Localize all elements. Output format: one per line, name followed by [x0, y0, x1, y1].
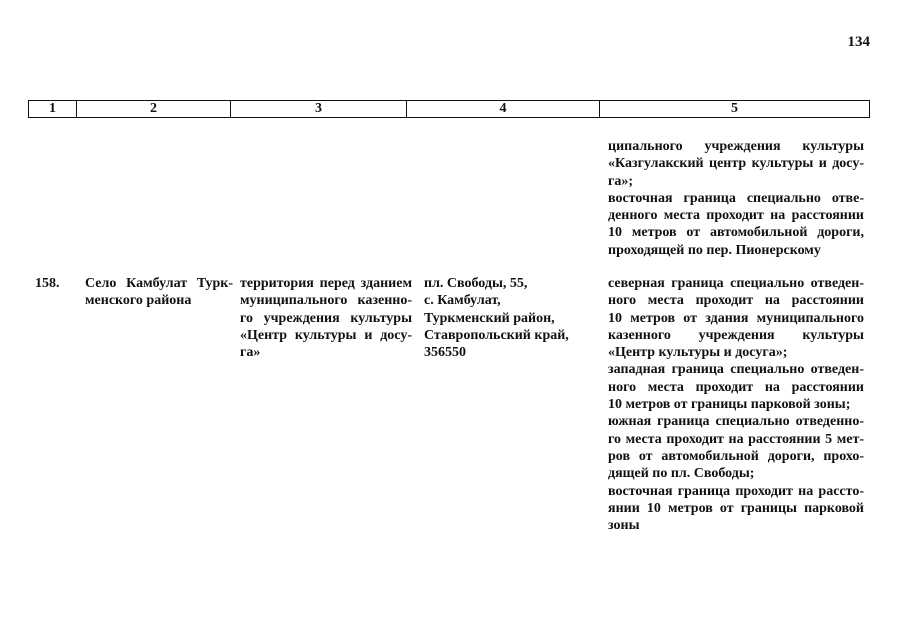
text-line: Ставропольский край, [424, 327, 569, 343]
page-number: 134 [847, 34, 870, 50]
text-line: пл. Свободы, 55, [424, 276, 528, 291]
row-number: 158. [35, 276, 60, 291]
text-line: «Центр культуры и досу- [240, 327, 412, 343]
settlement-name [85, 275, 233, 310]
column-header-2: 2 [77, 101, 231, 117]
text-line: ного места проходит на расстоянии [608, 293, 864, 309]
text-line: го места проходит на расстоянии 5 мет- [608, 431, 864, 447]
text-line: Туркменский район, [424, 310, 555, 326]
column-header-3: 3 [231, 101, 407, 117]
column-header-1: 1 [29, 101, 77, 117]
text-line: муниципального казенно- [240, 293, 412, 309]
text-line: 356550 [424, 345, 466, 361]
text-line: «Казгулакский центр культуры и досу- [608, 156, 864, 172]
text-line: южная граница специально отведенно- [608, 414, 864, 430]
text-line: восточная граница специально отве- [608, 190, 864, 206]
text-line: янии 10 метров от границы парковой [608, 500, 864, 516]
text-line: 10 метров от здания муниципального [608, 310, 864, 326]
address [424, 275, 594, 361]
text-line: го учреждения культуры [240, 310, 412, 326]
text-line: восточная граница проходит на рассто- [608, 483, 864, 499]
continued-boundary-description [608, 138, 864, 259]
text-line: га»; [608, 173, 634, 189]
text-line: дящей по пл. Свободы; [608, 466, 755, 482]
text-line: «Центр культуры и досуга»; [608, 345, 788, 361]
text-line: западная граница специально отведен- [608, 362, 864, 378]
text-line: 10 метров от границы парковой зоны; [608, 397, 851, 413]
text-line: территория перед зданием [240, 276, 412, 291]
column-header-4: 4 [407, 101, 600, 117]
text-line: северная граница специально отведен- [608, 276, 864, 291]
text-line: казенного учреждения культуры [608, 327, 864, 343]
boundary-description [608, 275, 864, 534]
text-line: с. Камбулат, [424, 293, 501, 309]
location-description [240, 275, 412, 361]
column-header-5: 5 [731, 101, 738, 116]
text-line: ров от автомобильной дороги, прохо- [608, 448, 864, 464]
text-line: га» [240, 345, 261, 361]
text-line: Село Камбулат Турк- [85, 276, 233, 291]
table-header-row [28, 100, 870, 118]
text-line: проходящей по пер. Пионерскому [608, 242, 821, 258]
text-line: зоны [608, 518, 640, 534]
text-line: 10 метров от автомобильной дороги, [608, 225, 864, 241]
text-line: денного места проходит на расстоянии [608, 208, 864, 224]
text-line: ципального учреждения культуры [608, 139, 864, 154]
text-line: ного места проходит на расстоянии [608, 379, 864, 395]
text-line: менского района [85, 293, 192, 309]
